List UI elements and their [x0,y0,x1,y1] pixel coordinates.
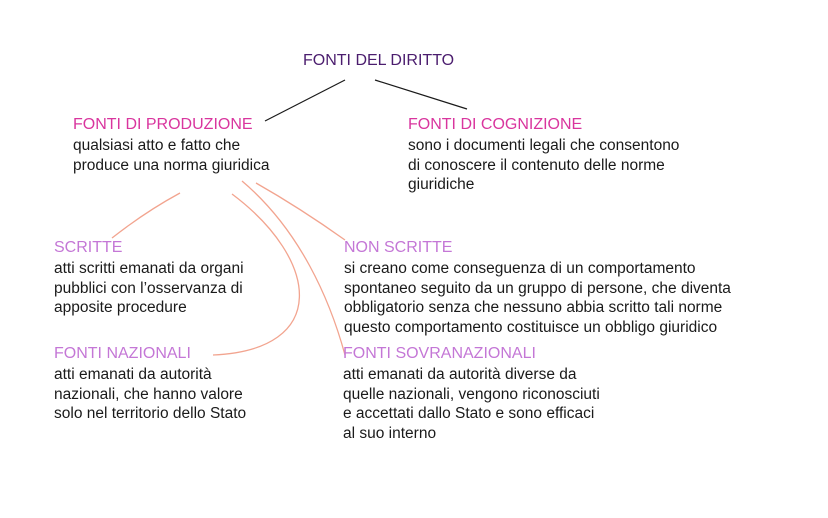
description-line: pubblici con l’osservanza di [54,279,243,297]
sovranazionali-description [343,365,600,443]
description-line: atti emanati da autorità diverse da [343,366,577,383]
node-fonti-sovranazionali [343,344,600,443]
non-scritte-description [344,259,731,337]
description-line: e accettati dallo Stato e sono efficaci [343,405,595,422]
description-line: qualsiasi atto e fatto che [73,137,241,154]
description-line: si creano come conseguenza di un comportamento [344,260,696,277]
node-fonti-di-cognizione [408,115,679,195]
cognizione-description [408,136,679,195]
description-line: atti emanati da autorità [54,366,212,383]
node-fonti-nazionali [54,344,246,424]
description-line: apposite procedure [54,299,187,316]
connector-root-cognizione [375,80,467,109]
connector-produzione-scritte [112,193,180,238]
connector-root-produzione [265,80,345,121]
description-line: quelle nazionali, vengono riconosciuti [343,385,600,403]
node-non-scritte [344,238,731,337]
description-line: atti scritti emanati da organi [54,260,244,277]
description-line: al suo interno [343,424,437,442]
description-line: di conoscere il contenuto delle norme [408,156,665,174]
description-line: sono i documenti legali che consentono [408,137,680,154]
root-title: FONTI DEL DIRITTO [303,52,455,69]
description-line: obbligatorio senza che nessuno abbia scritto tali norme [344,299,723,316]
description-line: spontaneo seguito da un gruppo di persone, che diventa [344,279,731,297]
description-line: nazionali, che hanno valore [54,385,243,403]
scritte-description [54,259,244,318]
nazionali-description [54,365,246,424]
description-line: produce una norma giuridica [73,156,270,174]
produzione-title: FONTI DI PRODUZIONE [73,116,253,133]
produzione-description [73,136,269,175]
non-scritte-title: NON SCRITTE [344,239,453,256]
description-line: giuridiche [408,176,475,193]
scritte-title: SCRITTE [54,239,123,256]
cognizione-title: FONTI DI COGNIZIONE [408,116,583,133]
sovranazionali-title: FONTI SOVRANAZIONALI [343,345,536,362]
description-line: questo comportamento costituisce un obbligo giuridico [344,318,718,336]
node-fonti-del-diritto [303,51,454,71]
node-fonti-di-produzione [73,115,269,175]
connector-produzione-non-scritte [256,183,345,240]
description-line: solo nel territorio dello Stato [54,405,247,422]
nazionali-title: FONTI NAZIONALI [54,345,191,362]
node-scritte [54,238,244,318]
